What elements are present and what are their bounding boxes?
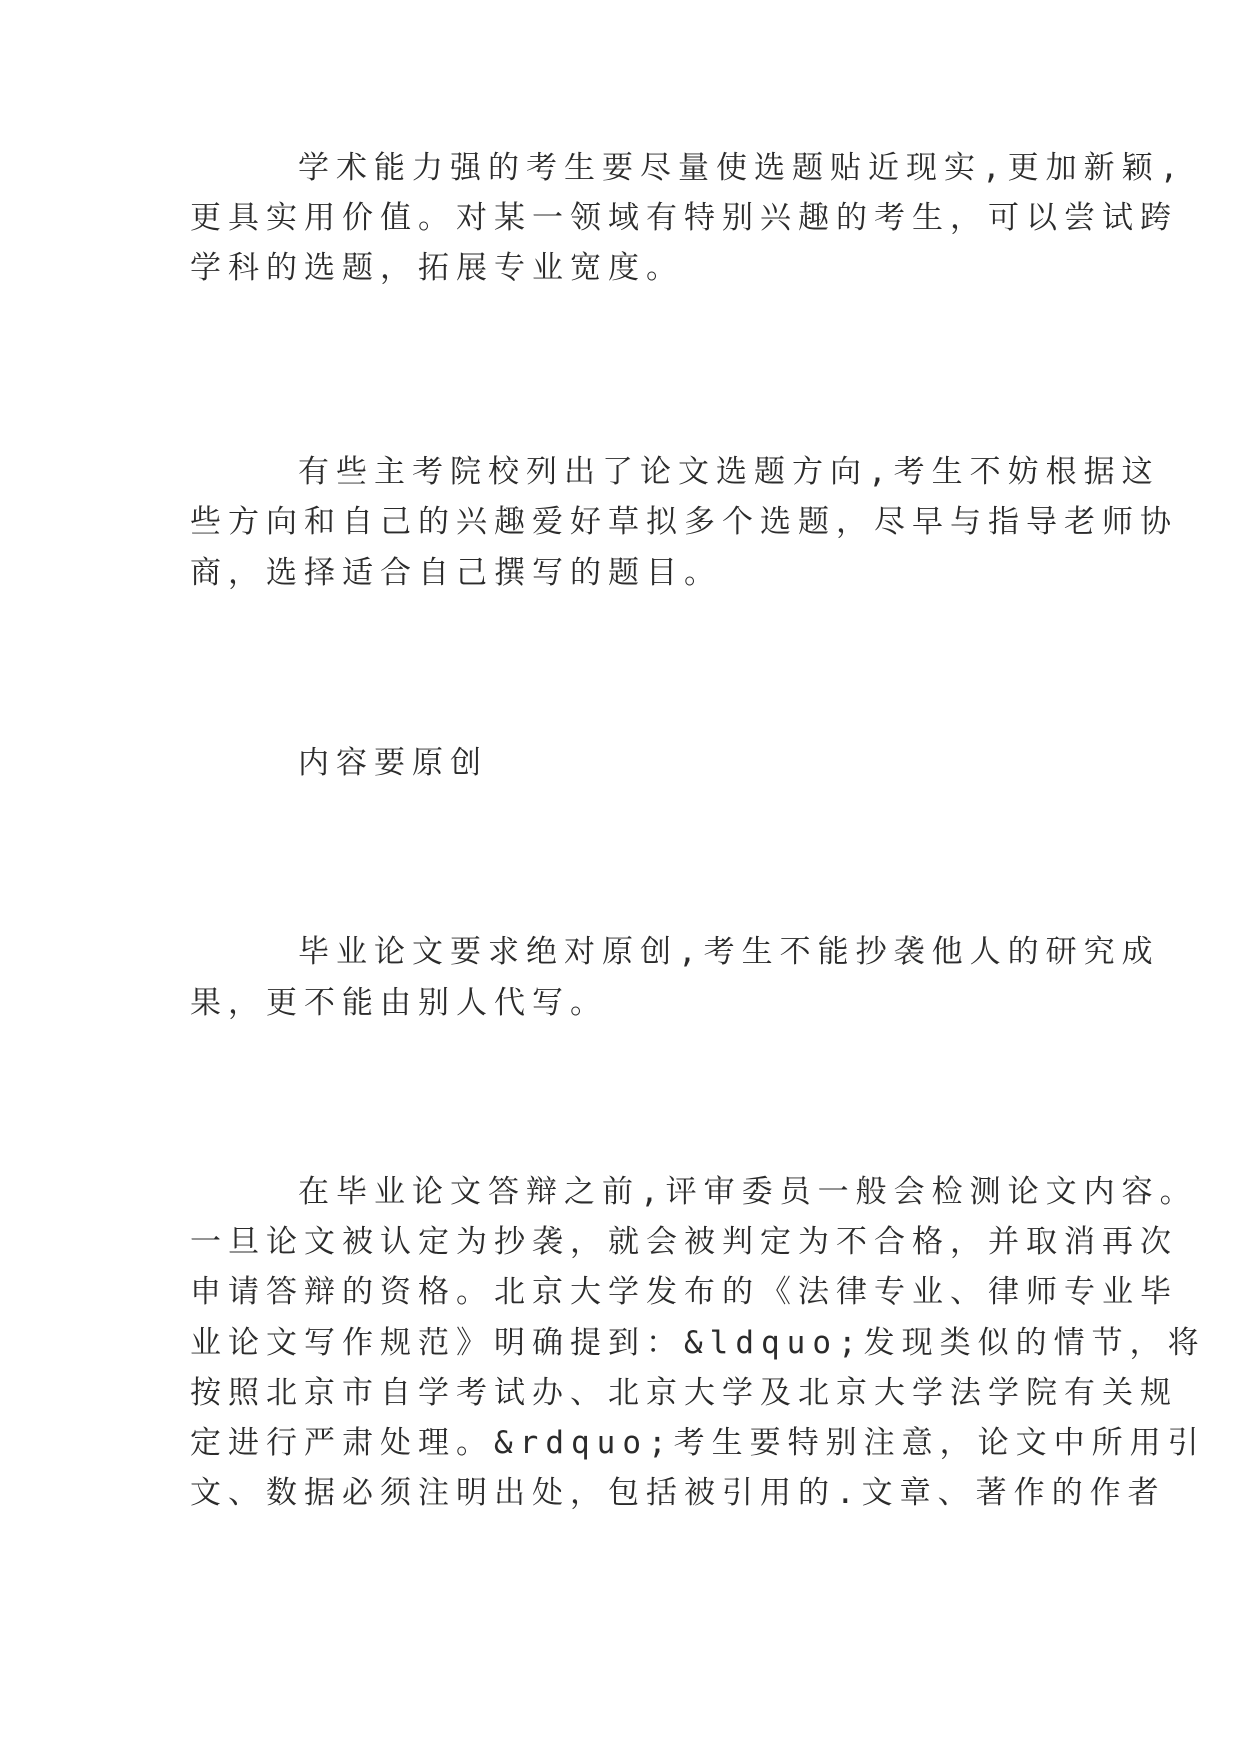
text-line: 学术能力强的考生要尽量使选题贴近现实,更加新颖, (298, 150, 1186, 186)
text-line: 更具实用价值。对某一领域有特别兴趣的考生，可以尝试跨 (190, 200, 1178, 236)
text-line: 定进行严肃处理。&rdquo;考生要特别注意，论文中所用引 (190, 1425, 1206, 1461)
text-line: 文、数据必须注明出处，包括被引用的.文章、著作的作者 (190, 1475, 1166, 1511)
text-line: 业论文写作规范》明确提到：&ldquo;发现类似的情节，将 (190, 1325, 1206, 1361)
text-line: 毕业论文要求绝对原创,考生不能抄袭他人的研究成 (298, 934, 1160, 970)
text-line: 果，更不能由别人代写。 (190, 985, 608, 1021)
text-line: 商，选择适合自己撰写的题目。 (190, 555, 722, 591)
text-line: 学科的选题，拓展专业宽度。 (190, 250, 684, 286)
text-line: 些方向和自己的兴趣爱好草拟多个选题，尽早与指导老师协 (190, 504, 1178, 540)
heading-text: 内容要原创 (298, 745, 488, 781)
text-line: 在毕业论文答辩之前,评审委员一般会检测论文内容。 (298, 1174, 1198, 1210)
text-line: 按照北京市自学考试办、北京大学及北京大学法学院有关规 (190, 1375, 1178, 1411)
text-line: 有些主考院校列出了论文选题方向,考生不妨根据这 (298, 454, 1160, 490)
text-line: 一旦论文被认定为抄袭，就会被判定为不合格，并取消再次 (190, 1224, 1178, 1260)
text-line: 申请答辩的资格。北京大学发布的《法律专业、律师专业毕 (190, 1274, 1178, 1310)
